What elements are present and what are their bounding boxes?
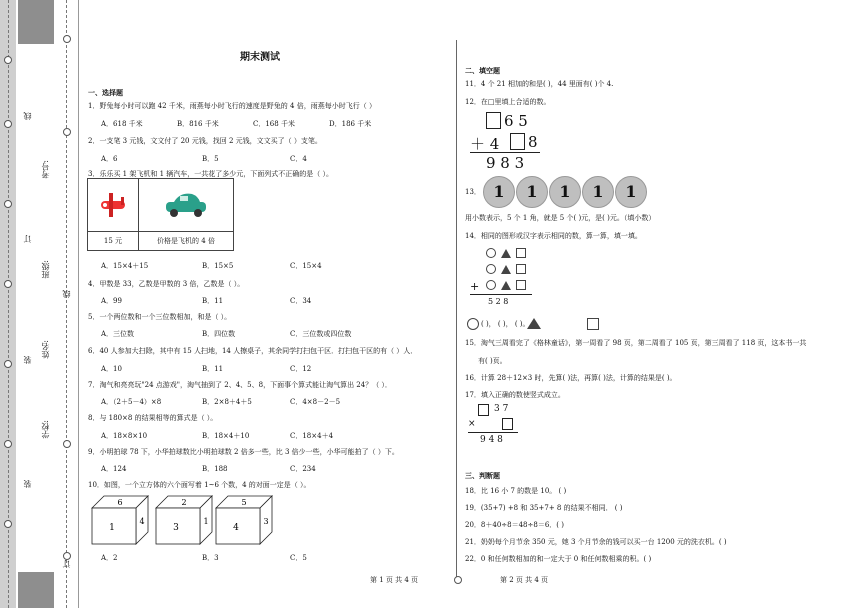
coin-icon: 1 xyxy=(483,176,515,208)
triangle-icon xyxy=(501,281,511,290)
binding-dash-inner xyxy=(66,0,67,608)
option: B．5 xyxy=(202,155,219,163)
option: C．4 xyxy=(290,155,307,163)
airplane-icon xyxy=(95,189,131,219)
option: B．188 xyxy=(202,465,228,473)
column-divider xyxy=(456,40,457,580)
square-icon xyxy=(516,248,526,258)
q12-result: 9 8 3 xyxy=(486,154,525,172)
footer-page-right: 第 2 页 共 4 页 xyxy=(500,576,549,584)
section3-heading: 三、判断题 xyxy=(465,471,500,480)
question-16: 16．计算 28＋12×3 时，先算( )法，再算( )法，计算的结果是( )。 xyxy=(465,374,677,382)
option: B．11 xyxy=(202,297,224,305)
option: B．3 xyxy=(202,554,219,562)
question-18: 18．比 16 小 7 的数是 10。 ( ) xyxy=(465,487,567,495)
binding-label: 装 xyxy=(23,480,32,488)
option: A．三位数 xyxy=(101,330,135,338)
cube-3-side: 3 xyxy=(263,517,269,526)
square-icon xyxy=(516,264,526,274)
coin-icon: 1 xyxy=(582,176,614,208)
blank-box xyxy=(502,418,513,430)
q14-answer-text: ( )， ( )， ( )。 xyxy=(481,320,530,328)
circle-icon xyxy=(486,264,496,274)
footer-page-left: 第 1 页 共 4 页 xyxy=(370,576,419,584)
section2-heading: 二、填空题 xyxy=(465,66,500,75)
cube-1-side: 4 xyxy=(139,517,145,526)
triangle-icon xyxy=(501,265,511,274)
option: A．18×8×10 xyxy=(101,432,148,440)
binding-hole xyxy=(4,200,12,208)
shape-row xyxy=(486,264,526,276)
question-13: 用小数表示，5 个 1 角，就是 5 个( )元，是( )元。（填小数） xyxy=(465,214,656,222)
triangle-icon xyxy=(527,318,541,329)
question-5: 5．一个两位数和一个三位数相加，和是（ ）。 xyxy=(88,313,232,321)
option: C．234 xyxy=(290,465,316,473)
binding-label: 线 xyxy=(23,112,32,120)
binding-hole xyxy=(4,440,12,448)
triangle-icon xyxy=(501,249,511,258)
question-4: 4．甲数是 33，乙数是甲数的 3 倍，乙数是（ ）。 xyxy=(88,280,245,288)
option: A．6 xyxy=(101,155,118,163)
option: A．99 xyxy=(101,297,122,305)
binding-hole xyxy=(4,360,12,368)
option: A．10 xyxy=(101,365,122,373)
circle-icon xyxy=(467,318,479,330)
coin-icon: 1 xyxy=(549,176,581,208)
circle-icon xyxy=(486,280,496,290)
option: C．12 xyxy=(290,365,312,373)
blank-box xyxy=(478,404,489,416)
product-line xyxy=(468,432,518,433)
option: C．34 xyxy=(290,297,312,305)
page-title: 期末测试 xyxy=(240,52,280,63)
question-2: 2．一支笔 3 元钱，文文付了 20 元钱，找回 2 元钱，文文买了（ ）支笔。 xyxy=(88,137,322,145)
blank-box xyxy=(486,112,501,129)
binding-field-class: 班级: xyxy=(41,260,50,279)
q14-answers xyxy=(467,318,530,332)
question-7: 7．淘气和亮亮玩"24 点游戏"，淘气抽到了 2、4、5、8，下面事个算式能让淘气算出 24？（ ）． xyxy=(88,381,392,389)
sum-line xyxy=(470,294,532,295)
option: D．186 千米 xyxy=(329,120,372,128)
blank-box xyxy=(510,133,525,150)
q12-op: ＋ 4 xyxy=(470,135,500,153)
question-21: 21．奶奶每个月节余 350 元，她 3 个月节余的钱可以买一台 1200 元的洗衣机。( ) xyxy=(465,538,727,546)
q17-op: × xyxy=(468,419,476,429)
binding-dash-outer xyxy=(8,0,9,608)
footer-circle-icon xyxy=(454,576,462,584)
page-border xyxy=(78,0,79,608)
section1-heading: 一、选择题 xyxy=(88,88,123,97)
q14-shape-sum xyxy=(470,246,550,312)
binding-margin xyxy=(0,0,80,608)
question-22: 22．0 和任何数相加的和一定大于 0 和任何数相乘的积。( ) xyxy=(465,555,652,563)
option: B．2×8＋4＋5 xyxy=(202,398,252,406)
option: A．（2＋5－4）×8 xyxy=(101,398,162,406)
binding-label: 订 xyxy=(62,560,71,568)
question-15b: 有( )页。 xyxy=(478,357,507,365)
binding-hole xyxy=(63,35,71,43)
q12-row2: 8 xyxy=(528,133,538,151)
binding-hole xyxy=(4,120,12,128)
binding-box-bottom xyxy=(18,572,54,608)
cube-2-side: 1 xyxy=(203,517,209,526)
q17-top: 3 7 xyxy=(494,404,509,414)
cube-2 xyxy=(154,494,216,546)
question-1: 1．野兔每小时可以跑 42 千米，雨燕每小时飞行的速度是野兔的 4 倍，雨燕每小时飞行（ ） xyxy=(88,102,376,110)
option: B．15×5 xyxy=(202,262,234,270)
question-20: 20．8＋40÷8＝48÷8＝6．( ) xyxy=(465,521,564,529)
binding-hole xyxy=(4,280,12,288)
q3-car-note: 价格是飞机的 4 倍 xyxy=(139,232,234,251)
option: B．11 xyxy=(202,365,224,373)
q17-result: 9 4 8 xyxy=(480,435,503,445)
binding-hole xyxy=(4,56,12,64)
q12-vertical-addition xyxy=(470,112,550,174)
shape-row xyxy=(486,248,526,260)
question-9: 9．小明拍球 78 下，小华拍球数比小明拍球数 2 倍多一些，比 3 倍少一些，小华可能拍了（ ）下。 xyxy=(88,448,399,456)
q3-price: 15 元 xyxy=(88,232,139,251)
option: B．18×4＋10 xyxy=(202,432,250,440)
cube-2-front: 3 xyxy=(173,523,179,533)
cube-3-top: 5 xyxy=(241,498,247,507)
square-icon xyxy=(516,280,526,290)
question-11: 11．4 个 21 相加的和是( )，44 里面有( )个 4. xyxy=(465,80,614,88)
car-icon xyxy=(162,190,210,218)
option: C．18×4＋4 xyxy=(290,432,334,440)
binding-box-top xyxy=(18,0,54,44)
question-6: 6．40 人参加大扫除，其中有 15 人扫地，14 人擦桌子，其余同学打扫包干区．打扫包干区的有（ ）人． xyxy=(88,347,418,355)
q14-sum: 5 2 8 xyxy=(488,297,509,306)
binding-label: 线 xyxy=(62,290,71,298)
cube-1 xyxy=(90,494,152,546)
option: C．5 xyxy=(290,554,307,562)
cube-3 xyxy=(214,494,276,546)
car-cell xyxy=(139,179,234,232)
q17-vertical-multiplication xyxy=(468,404,538,448)
question-19: 19．(35+7) +8 和 35+7+ 8 的结果不相同． ( ) xyxy=(465,504,623,512)
binding-field-school: 学校: xyxy=(41,420,50,439)
q12-row1: 6 5 xyxy=(504,112,528,130)
binding-label: 订 xyxy=(23,235,32,243)
coin-icon: 1 xyxy=(516,176,548,208)
sum-line xyxy=(470,152,540,153)
plus-sign: + xyxy=(470,280,480,293)
question-3: 3．乐乐买 1 架飞机和 1 辆汽车，一共花了多少元，下面列式不正确的是（ ）。 xyxy=(88,170,333,178)
option: C．168 千米 xyxy=(253,120,295,128)
binding-hole xyxy=(4,520,12,528)
cube-1-top: 6 xyxy=(117,498,123,507)
binding-label: 装 xyxy=(23,356,32,364)
shape-row xyxy=(486,280,526,292)
question-12: 12．在□里填上合适的数。 xyxy=(465,98,551,106)
question-8: 8．与 180×8 的结果相等的算式是（ ）。 xyxy=(88,414,218,422)
q3-table xyxy=(87,178,234,251)
binding-field-name: 姓名: xyxy=(41,340,50,359)
option: B．四位数 xyxy=(202,330,236,338)
circle-icon xyxy=(486,248,496,258)
cube-2-top: 2 xyxy=(181,498,187,507)
question-17: 17．填入正确的数使竖式成立。 xyxy=(465,391,565,399)
option: C．4×8－2－5 xyxy=(290,398,341,406)
airplane-cell xyxy=(88,179,139,232)
option: A．124 xyxy=(101,465,127,473)
coin-icon: 1 xyxy=(615,176,647,208)
option: C．三位数或四位数 xyxy=(290,330,352,338)
binding-hole xyxy=(63,128,71,136)
question-14: 14．相同的图形或汉字表示相同的数，算一算，填一填。 xyxy=(465,232,642,240)
cube-3-front: 4 xyxy=(233,523,239,533)
option: A．618 千米 xyxy=(101,120,143,128)
option: C．15×4 xyxy=(290,262,322,270)
question-13-label: 13． xyxy=(465,188,481,196)
binding-field-exam-no: 考号: xyxy=(41,160,50,179)
binding-hole xyxy=(63,552,71,560)
option: A．2 xyxy=(101,554,118,562)
question-15: 15．淘气三周看完了《格林童话》，第一周看了 98 页，第二周看了 105 页，第三周看了 118 页，这本书一共 xyxy=(465,339,807,347)
binding-hole xyxy=(63,440,71,448)
cube-1-front: 1 xyxy=(109,523,115,533)
option: B．816 千米 xyxy=(177,120,219,128)
square-icon xyxy=(587,318,599,330)
option: A．15×4＋15 xyxy=(101,262,149,270)
question-10: 10．如图，一个立方体的六个面写着 1~6 个数，4 的对面一定是（ ）。 xyxy=(88,481,311,489)
